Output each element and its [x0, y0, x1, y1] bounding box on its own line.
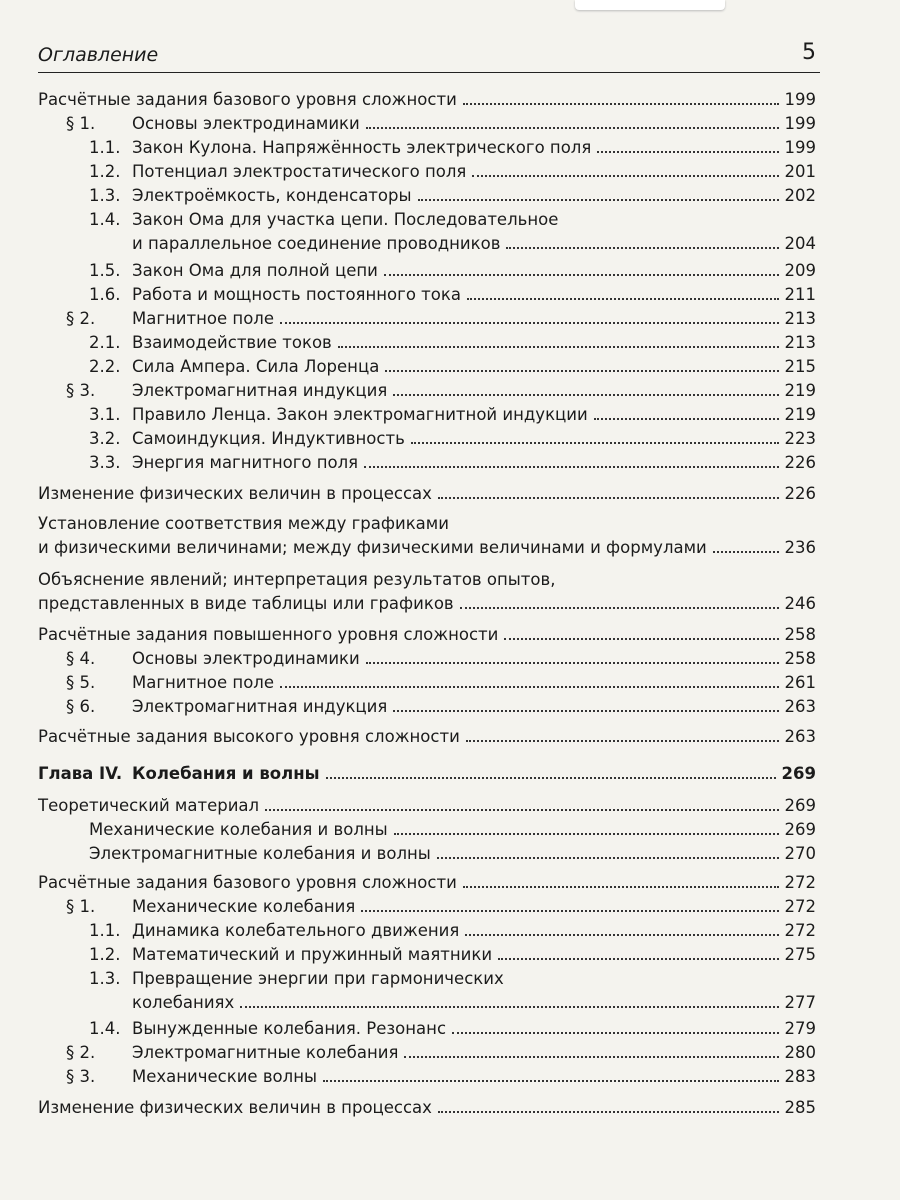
toc-leader-dots: [452, 1032, 778, 1034]
toc-entry-number: 1.5.: [89, 261, 121, 280]
toc-leader-dots: [326, 777, 776, 779]
toc-entry-number: 1.2.: [89, 945, 121, 964]
toc-entry: [66, 645, 816, 669]
toc-entry-number: § 2.: [66, 309, 96, 328]
toc-leader-dots: [240, 1006, 778, 1008]
toc-entry-page: 246: [784, 594, 816, 613]
header-page-number: 5: [802, 40, 816, 65]
toc-entry: [38, 621, 816, 645]
toc-entry-page: 279: [784, 1019, 816, 1038]
toc-entry: [38, 1094, 816, 1118]
toc-entry: [66, 305, 816, 329]
toc-leader-dots: [393, 394, 778, 396]
toc-entry-label: Закон Кулона. Напряжённость электрического поля: [132, 138, 592, 157]
toc-entry-label: Электромагнитная индукция: [132, 381, 388, 400]
toc-entry-label: Магнитное поле: [132, 673, 274, 692]
toc-entry-number: 1.3.: [89, 969, 121, 988]
toc-leader-dots: [364, 466, 778, 468]
toc-entry-page: 213: [784, 333, 816, 352]
toc-entry: [38, 480, 816, 504]
toc-entry-label: Электроёмкость, конденсаторы: [132, 186, 412, 205]
toc-leader-dots: [361, 910, 778, 912]
toc-entry-page: 272: [784, 873, 816, 892]
toc-entry: [89, 281, 816, 305]
toc-leader-dots: [338, 346, 779, 348]
toc-entry-page: 219: [784, 405, 816, 424]
toc-entry-label: Электромагнитные колебания и волны: [89, 844, 431, 863]
toc-entry-label: Электромагнитная индукция: [132, 697, 388, 716]
toc-entry-page: 202: [784, 186, 816, 205]
toc-entry-page: 213: [784, 309, 816, 328]
toc-entry-label: Закон Ома для участка цепи. Последовательное: [132, 210, 559, 229]
toc-entry: [38, 566, 555, 590]
toc-leader-dots: [438, 1111, 779, 1113]
toc-leader-dots: [466, 740, 779, 742]
toc-entry-number: 2.1.: [89, 333, 121, 352]
header-title: Оглавление: [38, 44, 159, 66]
toc-entry: [89, 401, 816, 425]
toc-leader-dots: [280, 322, 779, 324]
toc-leader-dots: [472, 175, 778, 177]
toc-entry-label: представленных в виде таблицы или графиков: [38, 594, 454, 613]
toc-entry-label: Сила Ампера. Сила Лоренца: [132, 357, 380, 376]
toc-entry-label: Закон Ома для полной цепи: [132, 261, 378, 280]
toc-entry-page: 219: [784, 381, 816, 400]
toc-entry-label: Расчётные задания высокого уровня сложности: [38, 727, 460, 746]
toc-entry-number: 1.3.: [89, 186, 121, 205]
toc-entry-label: Изменение физических величин в процессах: [38, 1098, 432, 1117]
toc-entry-label: Теоретический материал: [38, 796, 260, 815]
toc-entry-label: Вынужденные колебания. Резонанс: [132, 1019, 447, 1038]
toc-entry-label: Работа и мощность постоянного тока: [132, 285, 461, 304]
chapter-title: Колебания и волны: [132, 764, 320, 783]
toc-leader-dots: [366, 127, 779, 129]
page-tab: [575, 0, 725, 10]
toc-entry-number: 3.3.: [89, 453, 121, 472]
toc-entry-label: Взаимодействие токов: [132, 333, 332, 352]
page-header: [38, 38, 820, 73]
toc-leader-dots: [437, 857, 779, 859]
toc-entry: [89, 182, 816, 206]
toc-leader-dots: [463, 103, 779, 105]
toc-entry-label: Превращение энергии при гармонических: [132, 969, 504, 988]
toc-entry-page: 263: [784, 727, 816, 746]
toc-entry: [89, 257, 816, 281]
toc-entry: [38, 86, 816, 110]
toc-leader-dots: [411, 442, 779, 444]
toc-entry-number: 2.2.: [89, 357, 121, 376]
toc-entry-number: 1.2.: [89, 162, 121, 181]
toc-entry-number: 3.1.: [89, 405, 121, 424]
toc-entry-number: 1.6.: [89, 285, 121, 304]
toc-entry-label: Расчётные задания базового уровня сложности: [38, 873, 457, 892]
toc-entry: [38, 510, 449, 534]
toc-entry: [38, 723, 816, 747]
toc-entry-number: § 5.: [66, 673, 96, 692]
toc-leader-dots: [385, 370, 778, 372]
toc-entry-number: § 1.: [66, 897, 96, 916]
toc-entry-page: 272: [784, 897, 816, 916]
toc-entry-page: 272: [784, 921, 816, 940]
toc-leader-dots: [323, 1080, 778, 1082]
toc-entry-label: и физическими величинами; между физическими величинами и формулами: [38, 538, 707, 557]
toc-leader-dots: [366, 662, 779, 664]
toc-entry-number: § 4.: [66, 649, 96, 668]
toc-entry: [66, 1039, 816, 1063]
toc-entry-label: Объяснение явлений; интерпретация результатов опытов,: [38, 570, 556, 589]
toc-entry-number: § 2.: [66, 1043, 96, 1062]
toc-entry: [66, 669, 816, 693]
toc-leader-dots: [498, 958, 778, 960]
toc-entry-page: 269: [784, 820, 816, 839]
toc-entry-page: 285: [784, 1098, 816, 1117]
toc-entry-label: Динамика колебательного движения: [132, 921, 460, 940]
toc-entry-page: 258: [784, 625, 816, 644]
toc-entry-page: 209: [784, 261, 816, 280]
toc-entry-continuation: [38, 590, 816, 614]
toc-entry: [89, 134, 816, 158]
toc-entry-number: 1.4.: [89, 210, 121, 229]
toc-entry-label: Магнитное поле: [132, 309, 274, 328]
toc-entry-page: 199: [784, 114, 816, 133]
toc-entry: [66, 893, 816, 917]
toc-entry-page: 211: [784, 285, 816, 304]
toc-entry: [38, 869, 816, 893]
toc-entry-page: 280: [784, 1043, 816, 1062]
toc-entry-label: Механические колебания и волны: [89, 820, 388, 839]
toc-leader-dots: [280, 686, 779, 688]
toc-leader-dots: [394, 833, 779, 835]
toc-entry-page: 215: [784, 357, 816, 376]
toc-entry-page: 199: [784, 138, 816, 157]
toc-entry: [89, 840, 816, 864]
toc-entry-number: § 6.: [66, 697, 96, 716]
toc-entry-label: Математический и пружинный маятники: [132, 945, 493, 964]
toc-entry-page: 269: [784, 796, 816, 815]
toc-entry-page: 258: [784, 649, 816, 668]
chapter-heading: [38, 760, 816, 784]
toc-entry-page: 236: [784, 538, 816, 557]
toc-leader-dots: [467, 298, 779, 300]
toc-entry-label: Электромагнитные колебания: [132, 1043, 399, 1062]
toc-entry: [66, 693, 816, 717]
toc-entry: [89, 329, 816, 353]
toc-entry-label: Механические колебания: [132, 897, 356, 916]
toc-entry: [89, 353, 816, 377]
toc-entry-number: 3.2.: [89, 429, 121, 448]
toc-entry: [89, 158, 816, 182]
toc-leader-dots: [418, 199, 779, 201]
toc-leader-dots: [594, 418, 779, 420]
toc-entry-label: Расчётные задания базового уровня сложности: [38, 90, 457, 109]
toc-entry-number: 1.1.: [89, 138, 121, 157]
toc-entry-page: 263: [784, 697, 816, 716]
toc-leader-dots: [463, 886, 779, 888]
toc-entry-page: 223: [784, 429, 816, 448]
toc-entry-page: 269: [781, 764, 816, 783]
toc-entry: [89, 965, 504, 989]
toc-entry-page: 226: [784, 484, 816, 503]
toc-entry: [89, 941, 816, 965]
toc-leader-dots: [597, 151, 778, 153]
toc-entry: [38, 792, 816, 816]
toc-leader-dots: [713, 551, 779, 553]
toc-entry-label: Самоиндукция. Индуктивность: [132, 429, 405, 448]
toc-entry: [89, 816, 816, 840]
toc-leader-dots: [265, 809, 778, 811]
toc-leader-dots: [438, 497, 779, 499]
toc-entry: [89, 425, 816, 449]
toc-entry-label: Потенциал электростатического поля: [132, 162, 467, 181]
toc-entry-number: § 3.: [66, 381, 96, 400]
toc-entry-page: 226: [784, 453, 816, 472]
toc-leader-dots: [465, 934, 778, 936]
toc-entry-number: 1.4.: [89, 1019, 121, 1038]
toc-entry-label: и параллельное соединение проводников: [132, 234, 501, 253]
toc-entry: [66, 1063, 816, 1087]
toc-entry-number: § 3.: [66, 1067, 96, 1086]
toc-entry-label: Механические волны: [132, 1067, 318, 1086]
toc-entry-continuation: [38, 534, 816, 558]
toc-entry: [89, 1015, 816, 1039]
toc-entry-continuation: [132, 989, 816, 1013]
toc-entry-label: Основы электродинамики: [132, 649, 360, 668]
toc-entry-page: 201: [784, 162, 816, 181]
toc-entry-page: 283: [784, 1067, 816, 1086]
toc-entry-label: Основы электродинамики: [132, 114, 360, 133]
toc-entry-page: 277: [784, 993, 816, 1012]
toc-leader-dots: [384, 274, 779, 276]
toc-entry: [89, 449, 816, 473]
toc-entry-label: Установление соответствия между графиками: [38, 514, 449, 533]
toc-leader-dots: [506, 247, 778, 249]
chapter-number: Глава IV.: [38, 764, 123, 783]
toc-entry: [66, 377, 816, 401]
toc-leader-dots: [504, 638, 778, 640]
toc-entry: [89, 206, 558, 230]
toc-entry-page: 270: [784, 844, 816, 863]
toc-entry-continuation: [132, 230, 816, 254]
toc-entry-label: Расчётные задания повышенного уровня сложности: [38, 625, 499, 644]
toc-entry-page: 204: [784, 234, 816, 253]
toc-leader-dots: [393, 710, 778, 712]
toc-entry-number: § 1.: [66, 114, 96, 133]
toc-entry-label: Энергия магнитного поля: [132, 453, 359, 472]
toc-entry-number: 1.1.: [89, 921, 121, 940]
toc-entry-page: 199: [784, 90, 816, 109]
toc-entry-label: колебаниях: [132, 993, 235, 1012]
toc-entry-label: Изменение физических величин в процессах: [38, 484, 432, 503]
toc-entry-label: Правило Ленца. Закон электромагнитной индукции: [132, 405, 588, 424]
toc-entry-page: 261: [784, 673, 816, 692]
toc-entry-page: 275: [784, 945, 816, 964]
toc-entry: [66, 110, 816, 134]
toc-leader-dots: [404, 1056, 778, 1058]
toc-leader-dots: [460, 607, 779, 609]
toc-entry: [89, 917, 816, 941]
